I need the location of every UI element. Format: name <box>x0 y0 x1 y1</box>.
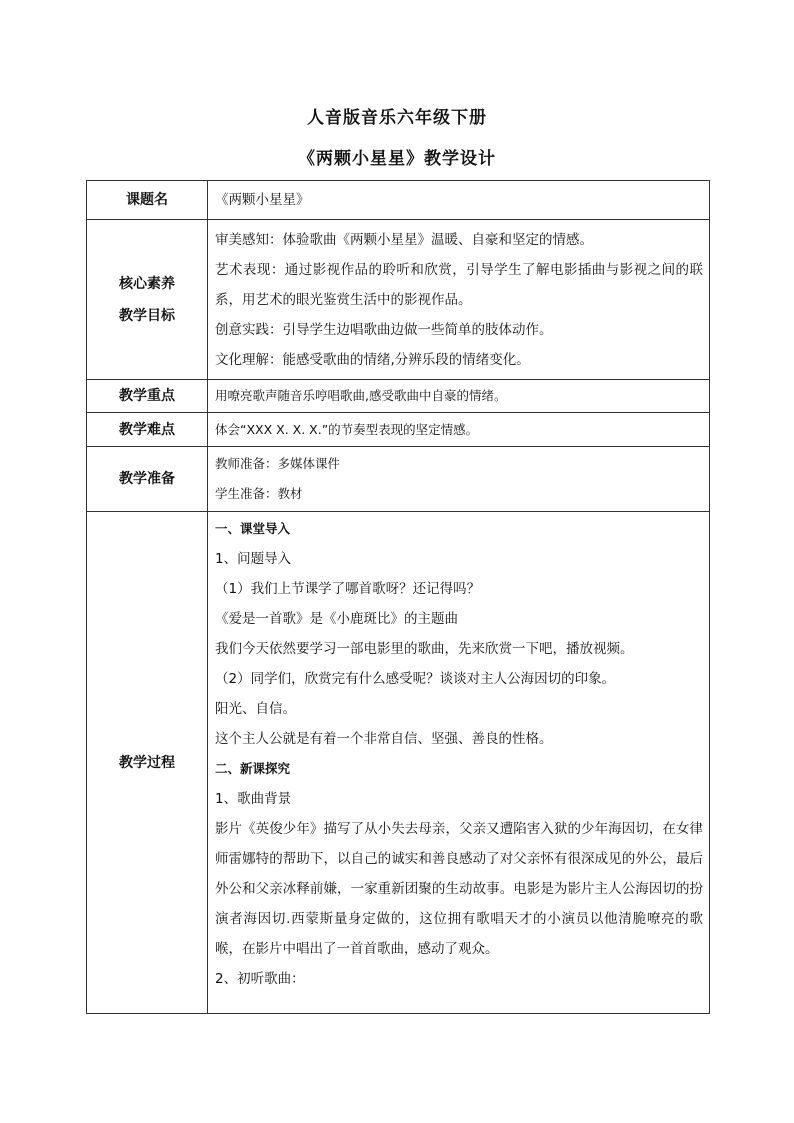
row-goals <box>87 220 710 380</box>
document-title: 人音版音乐六年级下册 <box>307 108 487 128</box>
row-topic <box>87 181 710 220</box>
row-preparation <box>87 447 710 512</box>
process-item: 1、歌曲背景 <box>215 791 292 807</box>
song-background-paragraph: 影片《英俊少年》描写了从小失去母亲，父亲又遭陷害入狱的少年海因切，在女律师雷娜特的帮助下，以自己的诚实和善良感动了对父亲怀有很深成见的外公，最后外公和父亲冰释前嫌，一家重新团聚的生动故事。电影是为影片主人公海因切的扮演者海因切.西蒙斯量身定做的，这位拥有歌唱天才的小演员以他清脆嘹亮的歌喉，在影片中唱出了一首首歌曲，感动了观众。 <box>215 821 703 957</box>
key-point-label: 教学重点 <box>87 380 208 413</box>
goals-content <box>208 220 710 380</box>
difficulty-label: 教学难点 <box>87 413 208 447</box>
key-point-text: 用嘹亮歌声随音乐哼唱歌曲,感受歌曲中自豪的情绪。 <box>215 388 507 403</box>
section-heading-intro: 一、课堂导入 <box>215 521 291 536</box>
process-content <box>208 512 710 1014</box>
topic-value <box>208 181 710 220</box>
topic-text: 《两颗小星星》 <box>215 192 310 208</box>
preparation-content <box>208 447 710 512</box>
process-item: 我们今天依然要学习一部电影里的歌曲，先来欣赏一下吧，播放视频。 <box>215 641 634 657</box>
goals-label-line2: 教学目标 <box>119 307 175 324</box>
row-difficulty <box>87 413 710 447</box>
section-heading-explore: 二、新课探究 <box>215 761 291 776</box>
goal-aesthetic: 审美感知：体验歌曲《两颗小星星》温暖、自豪和坚定的情感。 <box>215 231 593 248</box>
teacher-preparation: 教师准备：多媒体课件 <box>215 456 341 471</box>
row-process <box>87 512 710 1014</box>
process-item: （2）同学们，欣赏完有什么感受呢？谈谈对主人公海因切的印象。 <box>215 671 616 687</box>
process-label: 教学过程 <box>87 512 208 1014</box>
document-subtitle: 《两颗小星星》教学设计 <box>298 149 496 169</box>
key-point-value <box>208 380 710 413</box>
goal-creative: 创意实践：引导学生边唱歌曲边做一些简单的肢体动作。 <box>215 321 553 338</box>
row-key-point <box>87 380 710 413</box>
difficulty-text: 体会“XXX X. X. X.”的节奏型表现的坚定情感。 <box>215 421 479 437</box>
goal-expression: 艺术表现：通过影视作品的聆听和欣赏，引导学生了解电影插曲与影视之间的联系，用艺术的眼光鉴赏生活中的影视作品。 <box>215 261 703 308</box>
goal-culture: 文化理解：能感受歌曲的情绪,分辨乐段的情绪变化。 <box>215 351 530 368</box>
process-item: 阳光、自信。 <box>215 701 296 717</box>
difficulty-value <box>208 413 710 447</box>
topic-label: 课题名 <box>87 181 208 220</box>
lesson-plan-table <box>86 180 710 1014</box>
process-item: 《爱是一首歌》是《小鹿斑比》的主题曲 <box>215 611 458 627</box>
process-item: 2、初听歌曲： <box>215 971 305 987</box>
process-item: （1）我们上节课学了哪首歌呀？还记得吗？ <box>215 581 481 597</box>
preparation-label: 教学准备 <box>87 447 208 512</box>
process-item: 这个主人公就是有着一个非常自信、坚强、善良的性格。 <box>215 731 553 747</box>
goals-label <box>87 220 208 380</box>
process-item: 1、问题导入 <box>215 551 292 567</box>
student-preparation: 学生准备：教材 <box>215 486 303 501</box>
goals-label-line1: 核心素养 <box>119 275 175 292</box>
